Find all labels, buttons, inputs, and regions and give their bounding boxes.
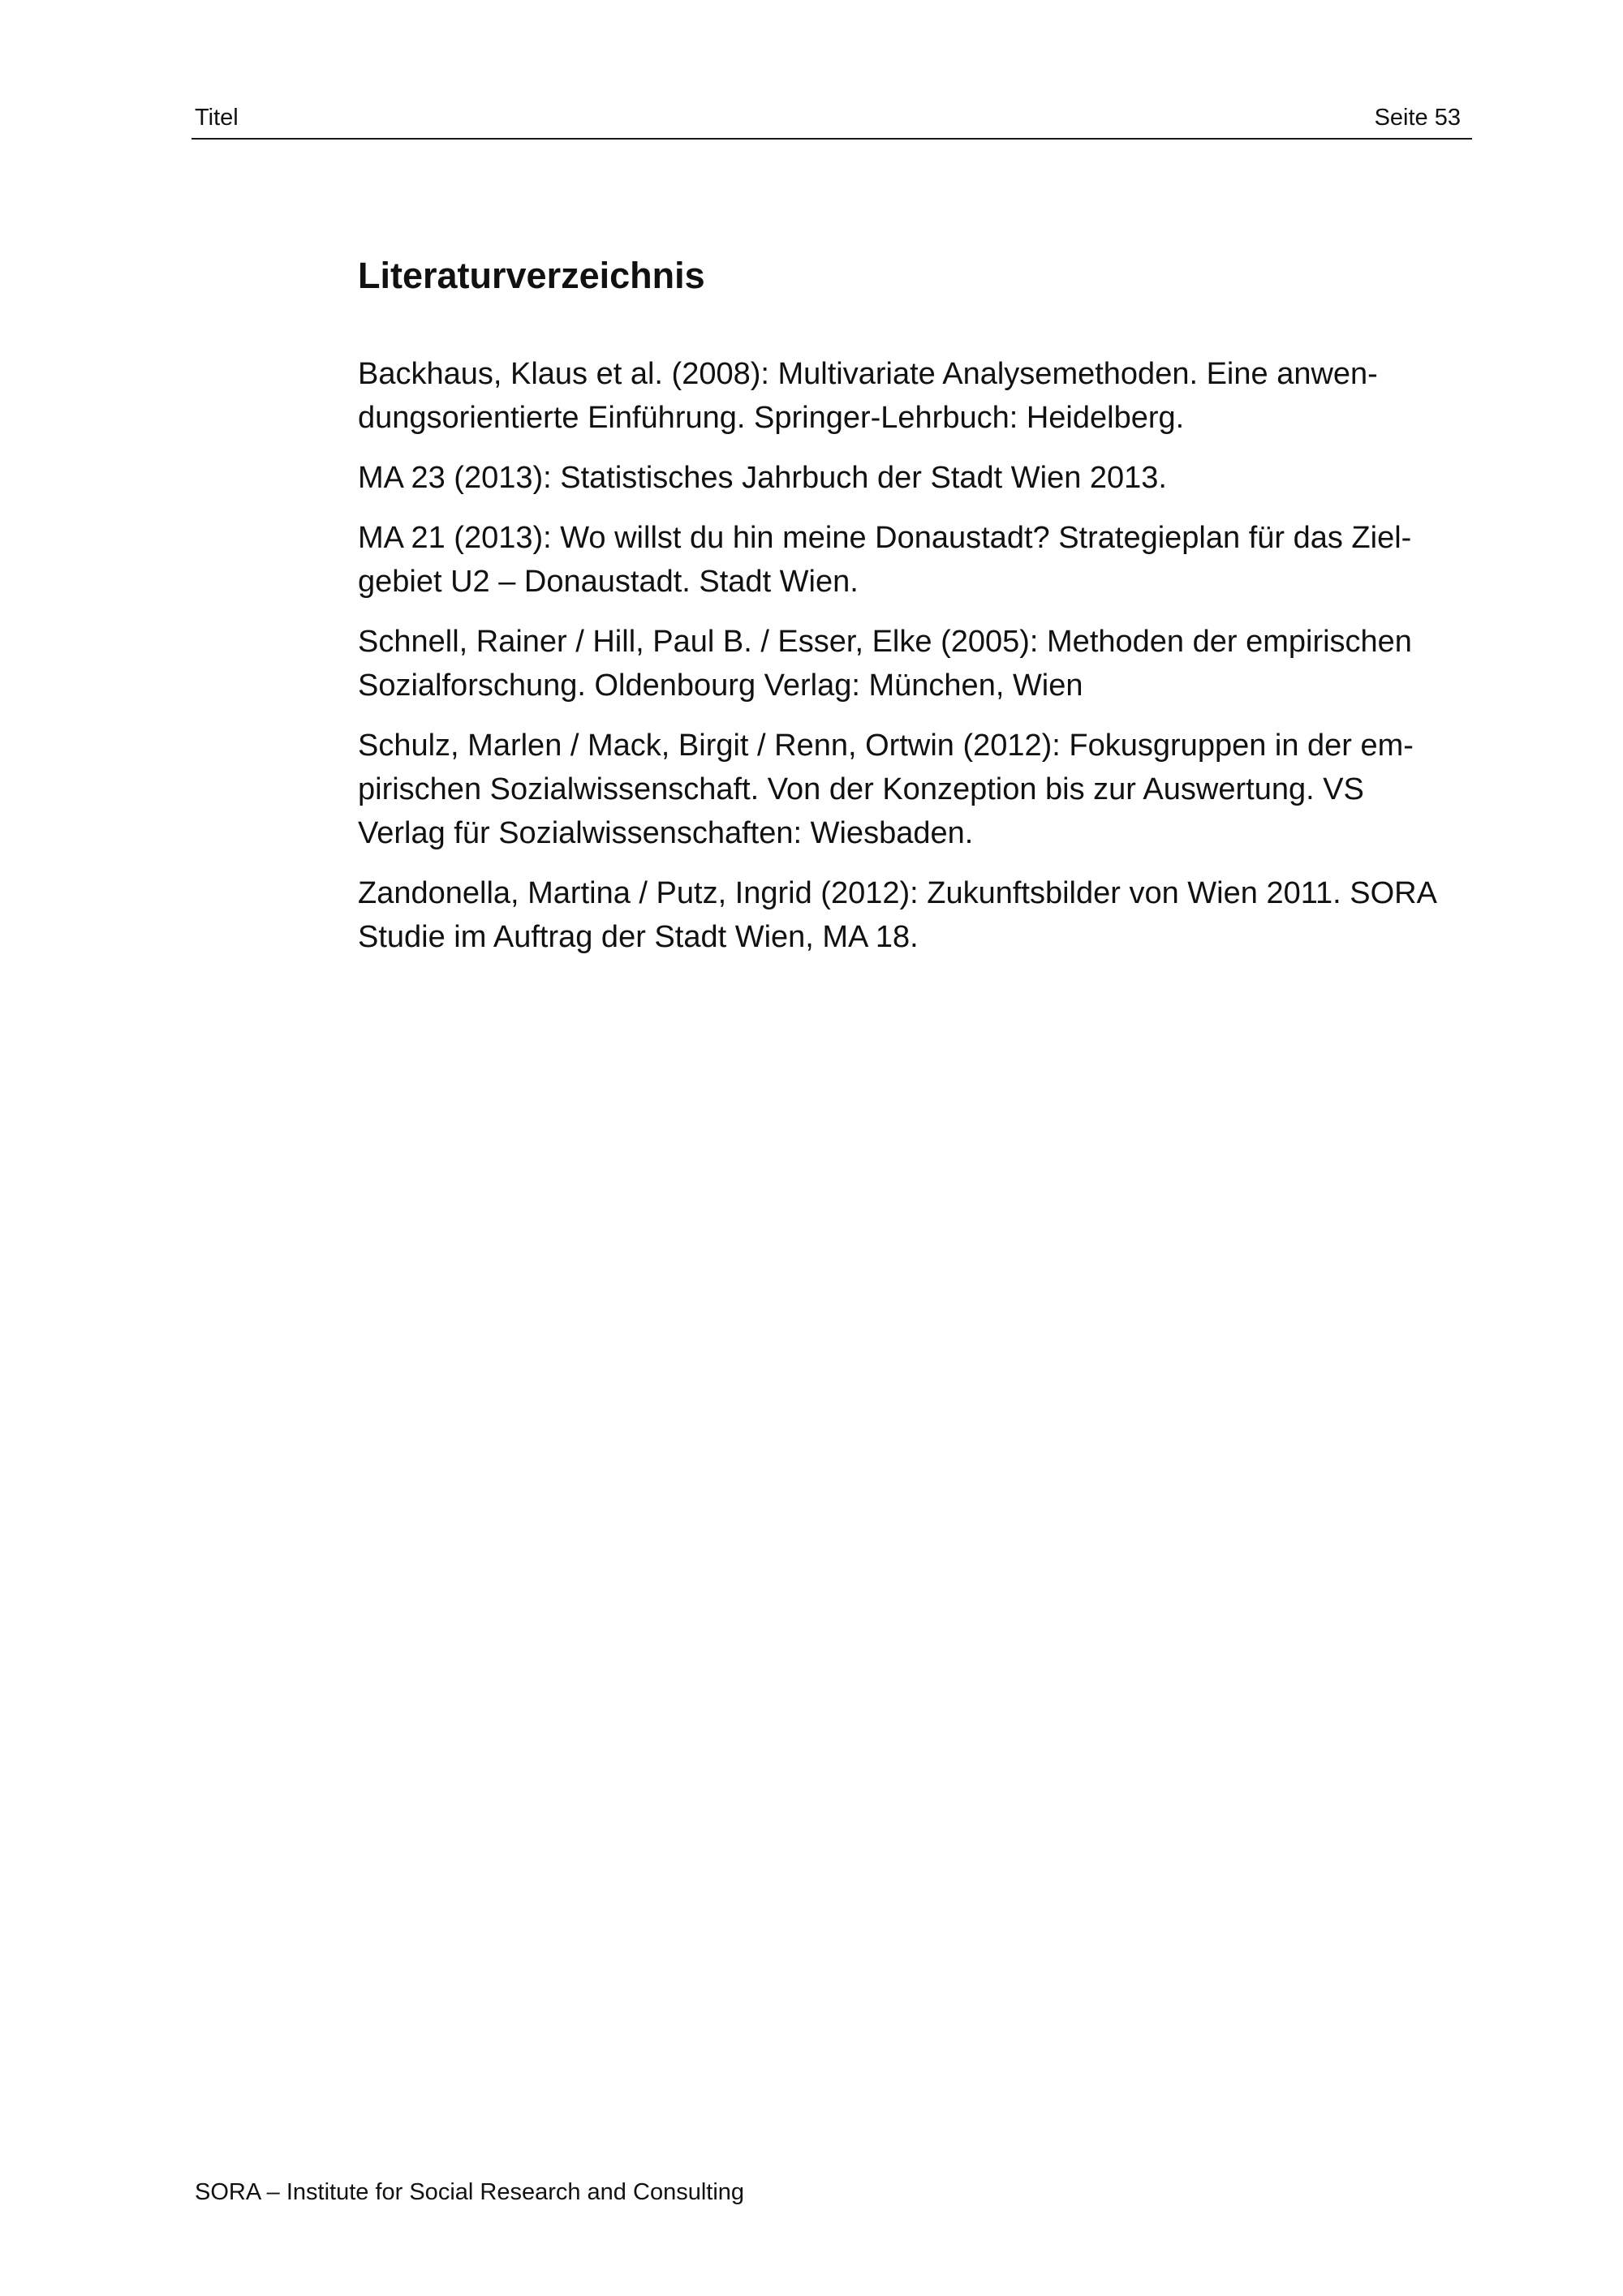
reference-item-ma21: MA 21 (2013): Wo willst du hin meine Donaustadt? Strategieplan für das Ziel-gebiet U2 – Donaustadt. Stadt Wien. — [358, 521, 1412, 599]
reference-item-schnell: Schnell, Rainer / Hill, Paul B. / Esser, Elke (2005): Methoden der empirischen Sozialforschung. Oldenbourg Verlag: München, Wien — [358, 625, 1412, 703]
reference-list — [358, 352, 1470, 959]
page-number: Seite 53 — [1374, 105, 1461, 131]
reference-item-ma23: MA 23 (2013): Statistisches Jahrbuch der Stadt Wien 2013. — [358, 461, 1167, 495]
header-title: Titel — [195, 105, 239, 131]
reference-item-zandonella: Zandonella, Martina / Putz, Ingrid (2012): Zukunftsbilder von Wien 2011. SORA Studie im Auftrag der Stadt Wien, MA 18. — [358, 876, 1436, 954]
section-title: Literaturverzeichnis — [358, 255, 705, 296]
reference-item-schulz: Schulz, Marlen / Mack, Birgit / Renn, Ortwin (2012): Fokusgruppen in der em-pirischen Sozialwissenschaft. Von der Konzeption bis zur Auswertung. VS Verlag für Sozialwissenschaften: Wiesbaden. — [358, 729, 1414, 850]
page-header — [192, 104, 1472, 140]
main-content — [358, 253, 1470, 975]
reference-item-backhaus: Backhaus, Klaus et al. (2008): Multivariate Analysemethoden. Eine anwen-dungsorientierte Einführung. Springer-Lehrbuch: Heidelberg. — [358, 357, 1378, 435]
page-footer: SORA – Institute for Social Research and Consulting — [195, 2179, 745, 2205]
